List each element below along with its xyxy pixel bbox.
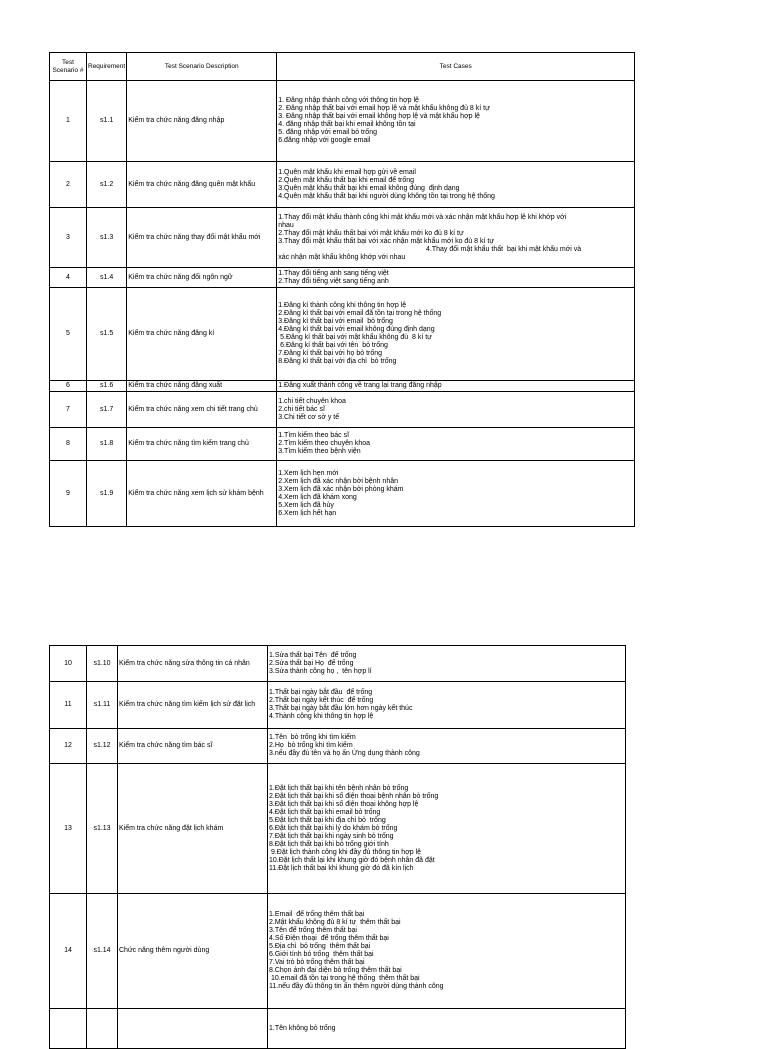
scenario-number-cell: 5 <box>50 288 87 381</box>
test-case-line: 3.Chi tiết cơ sở y tế <box>278 413 340 421</box>
test-case-line: 2.Thay đổi mật khẩu thất bại với mật khẩu mới ko đủ 8 kí tự <box>278 229 464 237</box>
table-row <box>50 729 626 764</box>
test-case-line: 3.Đăng kí thất bại với email bỏ trống <box>278 318 393 325</box>
test-cases-cell <box>268 894 626 1009</box>
test-case-line: 3.Thay đổi mật khẩu thất bại với xác nhận mật khẩu mới ko đủ 8 kí tự <box>278 237 495 245</box>
test-case-line: 7.Đặt lịch thất bại khi ngày sinh bỏ trống <box>269 832 394 840</box>
requirement-cell: s1.3 <box>87 208 127 268</box>
test-case-line: 6.đăng nhập với google email <box>278 137 371 144</box>
scenario-number-cell: 8 <box>50 428 87 461</box>
test-case-line: 3. Đăng nhập thất bại với email không hợp lệ và mật khẩu hợp lệ <box>278 113 480 120</box>
scenario-description-cell: Kiểm tra chức năng đăng xuất <box>127 381 277 392</box>
scenario-number-cell: 1 <box>50 81 87 162</box>
test-cases-cell <box>277 428 635 461</box>
test-cases-cell <box>268 764 626 894</box>
test-case-line: 9.Đặt lịch thành công khi đầy đủ thông tin hợp lệ <box>269 848 422 856</box>
table-row <box>50 1009 626 1049</box>
test-cases-cell <box>268 682 626 729</box>
table-row <box>50 268 635 288</box>
test-case-line: 2.Xem lịch đã xác nhận bởi bệnh nhân <box>278 477 399 485</box>
test-case-line: 4.Xem lịch đã khám xong <box>278 493 357 501</box>
test-case-line: 1.Sửa thất bại Tên để trống <box>269 651 357 659</box>
test-case-line: 2.Quên mật khẩu thất bại khi email để trống <box>278 176 415 184</box>
test-case-line: 5.Xem lịch đã hủy <box>278 501 334 509</box>
scenario-number-cell: 3 <box>50 208 87 268</box>
test-case-line: 4.Thay đổi mật khẩu thất bại khi mật khẩu mới và <box>278 245 582 253</box>
table-row <box>50 381 635 392</box>
table-row <box>50 162 635 208</box>
scenario-description-cell: Kiểm tra chức năng đăng quên mật khẩu <box>127 162 277 208</box>
test-case-line: 3.Sửa thành công họ , tên hợp lí <box>269 667 372 675</box>
test-case-line: 1.Thay đổi tiếng anh sang tiếng việt <box>278 269 389 277</box>
table-row <box>50 288 635 381</box>
test-case-line: 2.Đặt lịch thất bại khi số điện thoại bệnh nhân bỏ trống <box>269 792 439 800</box>
test-case-line: 5. đăng nhập với email bỏ trống <box>278 129 377 136</box>
test-case-line: xác nhận mật khẩu không khớp với nhau <box>278 253 406 261</box>
test-cases-cell <box>268 646 626 682</box>
test-case-line: 4.Số Điện thoại để trống thêm thất bại <box>269 935 389 942</box>
test-case-line: 6.Đăng kí thất bại với tên bỏ trống <box>278 342 388 349</box>
table-1-body <box>50 81 635 527</box>
test-case-line: 1.Tên bỏ trống khi tìm kiếm <box>269 734 356 741</box>
test-case-line: 1.Tên không bỏ trống <box>269 1024 336 1032</box>
requirement-cell: s1.7 <box>87 392 127 428</box>
test-case-line: 2. Đăng nhập thất bại với email hợp lệ và mật khẩu không đủ 8 kí tự <box>278 105 490 112</box>
requirement-cell: s1.4 <box>87 268 127 288</box>
test-case-line: 3.Tìm kiếm theo bệnh viện <box>278 448 361 455</box>
table-row <box>50 81 635 162</box>
test-scenario-table-2 <box>49 645 626 1049</box>
scenario-number-cell: 13 <box>50 764 87 894</box>
scenario-number-cell: 11 <box>50 682 87 729</box>
test-case-line: 4.Thành công khi thông tin hợp lệ <box>269 713 374 720</box>
scenario-description-cell: Chức năng thêm người dùng <box>118 894 268 1009</box>
scenario-number-cell: 12 <box>50 729 87 764</box>
test-case-line: 7.Vai trò bỏ trống thêm thất bại <box>269 959 365 966</box>
test-case-line: 1.Xem lịch hẹn mới <box>278 469 339 477</box>
test-cases-cell <box>277 392 635 428</box>
test-case-line: 2.Đăng kí thất bại với email đã tồn tại trong hệ thống <box>278 310 442 317</box>
test-scenario-table-1 <box>49 52 635 527</box>
test-case-line: 1.Đặt lịch thất bại khi tên bệnh nhân bỏ trống <box>269 784 409 792</box>
scenario-description-cell: Kiểm tra chức năng sửa thông tin cá nhân <box>118 646 268 682</box>
table-header-row <box>50 53 635 81</box>
scenario-description-cell: Kiểm tra chức năng tìm kiếm trang chủ <box>127 428 277 461</box>
test-case-line: 1.Email để trống thêm thất bại <box>269 911 365 918</box>
scenario-description-cell: Kiểm tra chức năng tìm kiếm lịch sử đặt lịch <box>118 682 268 729</box>
test-case-line: 1.chi tiết chuyên khoa <box>278 397 346 405</box>
scenario-number-cell: 4 <box>50 268 87 288</box>
test-case-line: 3.nếu đầy đủ tên và họ ấn Ứng dụng thành công <box>269 750 420 757</box>
test-case-line: 2.Mật khẩu không đủ 8 kí tự thêm thất bại <box>269 919 401 926</box>
requirement-cell: s1.12 <box>87 729 118 764</box>
test-case-line: 3.Tên để trống thêm thất bại <box>269 927 357 934</box>
scenario-description-cell: Kiểm tra chức năng đăng nhập <box>127 81 277 162</box>
test-cases-cell <box>277 162 635 208</box>
test-case-line: 3.Đặt lịch thất bại khi số điện thoại không hợp lệ <box>269 800 419 808</box>
table-row <box>50 682 626 729</box>
test-cases-cell <box>277 208 635 268</box>
table-2-body <box>50 646 626 1049</box>
table-row <box>50 208 635 268</box>
test-case-line: 10.email đã tồn tại trong hệ thống thêm thất bại <box>269 975 420 982</box>
table-row <box>50 894 626 1009</box>
test-case-line: 2.Thất bại ngày kết thúc để trống <box>269 697 374 704</box>
test-case-line: 1. Đăng nhập thành công với thông tin hợp lệ <box>278 97 419 104</box>
scenario-description-cell: Kiểm tra chức năng đặt lịch khám <box>118 764 268 894</box>
scenario-number-cell: 6 <box>50 381 87 392</box>
test-case-line: 2.Thay đổi tiếng việt sang tiếng anh <box>278 277 389 285</box>
scenario-number-cell: 10 <box>50 646 87 682</box>
table-row <box>50 646 626 682</box>
requirement-cell: s1.8 <box>87 428 127 461</box>
scenario-number-cell <box>50 1009 87 1049</box>
test-case-line: 4.Đặt lịch thất bại khi email bỏ trống <box>269 808 381 816</box>
test-cases-cell <box>268 729 626 764</box>
test-case-line: 6.Xem lịch hết hạn <box>278 509 337 517</box>
test-cases-cell <box>277 81 635 162</box>
test-case-line: 5.Đặt lịch thất bại khi địa chỉ bỏ trống <box>269 816 386 824</box>
test-case-line: 1.Thất bại ngày bắt đầu để trống <box>269 689 373 696</box>
requirement-cell: s1.9 <box>87 461 127 527</box>
test-case-line: 4.Đăng kí thất bại với email không đúng định dạng <box>278 326 435 333</box>
requirement-cell <box>87 1009 118 1049</box>
test-case-line: 5.Địa chỉ bỏ trống thêm thất bại <box>269 943 371 950</box>
test-case-line: 7.Đăng kí thất bại với họ bỏ trống <box>278 350 383 357</box>
test-cases-cell <box>268 1009 626 1049</box>
test-case-line: 8.Đặt lịch thất bại khi bỏ trống giới tính <box>269 840 389 848</box>
scenario-number-cell: 7 <box>50 392 87 428</box>
requirement-cell: s1.6 <box>87 381 127 392</box>
requirement-cell: s1.14 <box>87 894 118 1009</box>
test-case-line: 1.Đăng kí thành công khi thông tin hợp lệ <box>278 302 407 309</box>
table-row <box>50 392 635 428</box>
test-case-line: 8.Đăng kí thất bại với địa chỉ bỏ trống <box>278 358 397 365</box>
requirement-cell: s1.5 <box>87 288 127 381</box>
test-case-line: 11.Đặt lịch thất bại khi khung giờ đó đã kín lịch <box>269 864 414 872</box>
test-case-line: 2.chi tiết bác sĩ <box>278 405 325 413</box>
test-case-line: 1.Quên mật khẩu khi email hợp gửi về email <box>278 168 416 176</box>
test-case-line: 3.Thất bại ngày bắt đầu lớn hơn ngày kết thúc <box>269 705 413 712</box>
header-requirement: Requirement <box>87 53 127 81</box>
scenario-description-cell: Kiểm tra chức năng thay đổi mật khẩu mới <box>127 208 277 268</box>
header-scenario-number: Test Scenario # <box>50 53 87 81</box>
scenario-description-cell: Kiểm tra chức năng tìm bác sĩ <box>118 729 268 764</box>
test-case-line: 6.Đặt lịch thất bại khi lý do khám bỏ trống <box>269 824 398 832</box>
test-case-line: 10.Đặt lịch thất lại khi khung giờ đó bệnh nhân đã đặt <box>269 856 435 864</box>
header-test-cases: Test Cases <box>277 53 635 81</box>
scenario-number-cell: 14 <box>50 894 87 1009</box>
scenario-description-cell: Kiểm tra chức năng đăng kí <box>127 288 277 381</box>
test-case-line: 5.Đăng kí thất bại với mật khẩu không đủ 8 kí tự <box>278 334 432 341</box>
table-row <box>50 764 626 894</box>
test-cases-cell <box>277 268 635 288</box>
test-cases-cell <box>277 288 635 381</box>
test-case-line: 4. đăng nhập thất bại khi email không tồn tại <box>278 121 416 128</box>
test-case-line: nhau <box>278 221 294 229</box>
test-case-line: 4.Quên mật khẩu thất bại khi người dùng không tồn tại trong hệ thống <box>278 192 495 200</box>
scenario-description-cell: Kiểm tra chức năng xem chi tiết trang chủ <box>127 392 277 428</box>
table-row <box>50 461 635 527</box>
test-case-line: 3.Quên mật khẩu thất bại khi email không đúng định dạng <box>278 184 460 192</box>
test-cases-cell <box>277 381 635 392</box>
requirement-cell: s1.13 <box>87 764 118 894</box>
requirement-cell: s1.11 <box>87 682 118 729</box>
test-case-line: 2.Họ bỏ trống khi tìm kiếm <box>269 742 353 749</box>
test-case-line: 8.Chọn ảnh đại diện bỏ trống thêm thất bại <box>269 967 402 974</box>
header-description: Test Scenario Description <box>127 53 277 81</box>
scenario-description-cell: Kiểm tra chức năng xem lịch sử khám bệnh <box>127 461 277 527</box>
scenario-description-cell <box>118 1009 268 1049</box>
test-cases-cell <box>277 461 635 527</box>
scenario-number-cell: 2 <box>50 162 87 208</box>
requirement-cell: s1.1 <box>87 81 127 162</box>
requirement-cell: s1.10 <box>87 646 118 682</box>
test-case-line: 3.Xem lịch đã xác nhận bởi phòng khám <box>278 485 404 493</box>
test-case-line: 2.Sửa thất bại Họ để trống <box>269 659 354 667</box>
scenario-number-cell: 9 <box>50 461 87 527</box>
table-row <box>50 428 635 461</box>
requirement-cell: s1.2 <box>87 162 127 208</box>
test-case-line: 2.Tìm kiếm theo chuyên khoa <box>278 440 371 447</box>
test-case-line: 11.nếu đầy đủ thông tin ấn thêm người dùng thành công <box>269 983 444 990</box>
test-case-line: 6.Giới tính bỏ trống thêm thất bại <box>269 951 374 958</box>
scenario-description-cell: Kiểm tra chức năng đổi ngôn ngữ <box>127 268 277 288</box>
test-case-line: 1.Thay đổi mật khẩu thành công khi mật khẩu mới và xác nhận mật khẩu hợp lệ khi khớp với <box>278 213 567 221</box>
test-case-line: 1.Đăng xuất thành công về trang lại trang đăng nhập <box>278 382 442 389</box>
test-case-line: 1.Tìm kiếm theo bác sĩ <box>278 432 350 439</box>
